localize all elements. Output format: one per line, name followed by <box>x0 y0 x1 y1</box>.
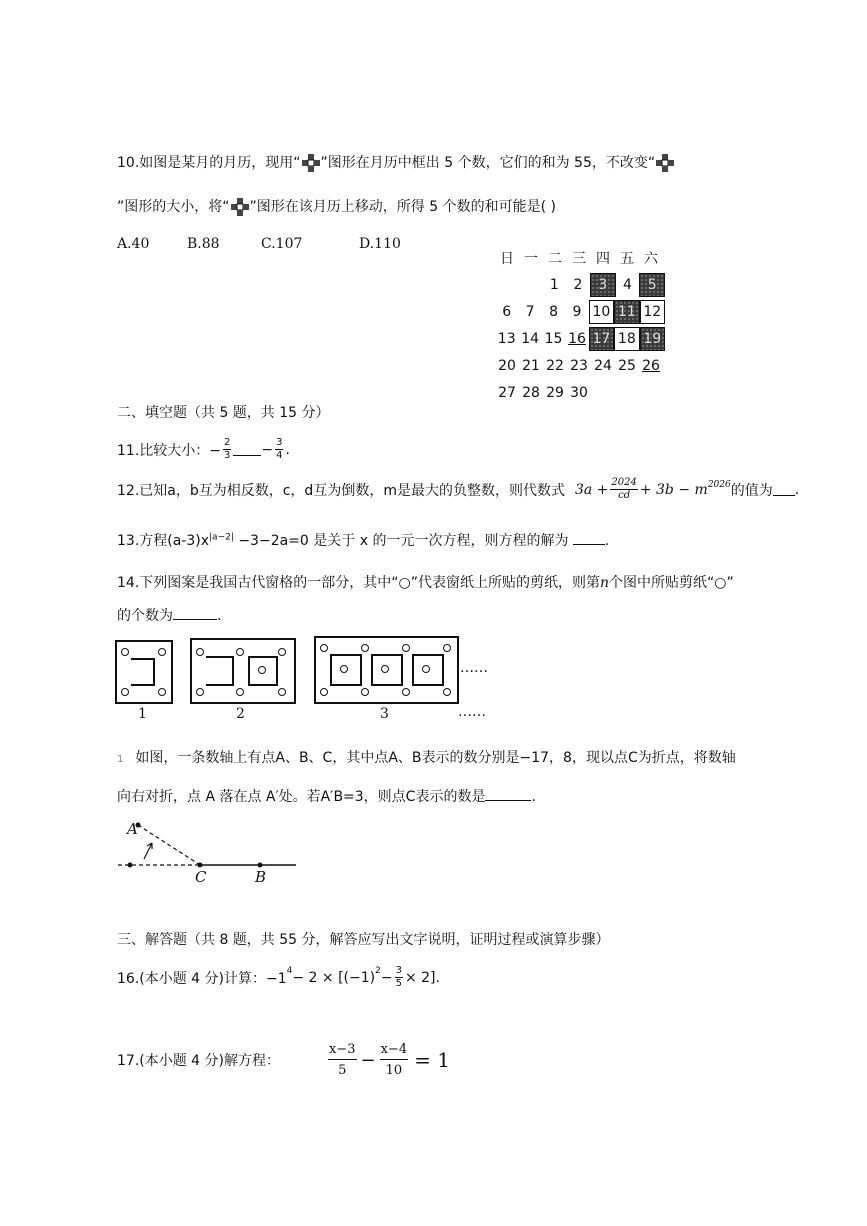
q11-fraction-1 <box>223 438 231 461</box>
q12-end: . <box>794 481 800 498</box>
cross-pattern-icon <box>301 153 321 173</box>
pattern-label-2: 2 <box>236 706 245 722</box>
paper-cut-circle <box>278 688 286 696</box>
q16 <box>117 966 440 989</box>
day-cell: 22 <box>546 357 564 374</box>
day-cell: 21 <box>522 357 540 374</box>
numerator: x−4 <box>380 1043 409 1060</box>
point-marker <box>128 863 133 868</box>
q14-text-2: 的个数为 <box>117 608 173 624</box>
q16-prefix: 16.(本小题 4 分)计算：−1 <box>117 970 287 987</box>
day-cell-shaded: 19 <box>640 327 665 351</box>
paper-cut-circle <box>236 688 244 696</box>
day-cell: 8 <box>549 303 559 320</box>
denominator: cd <box>618 490 631 501</box>
q17 <box>117 1043 450 1077</box>
q14-text-b: 个图中所贴剪纸“○” <box>609 575 734 591</box>
q16-exponent: 4 <box>286 966 293 976</box>
day-cell: 27 <box>498 384 516 401</box>
q11 <box>117 438 290 461</box>
continuation-dots: …… <box>460 660 488 676</box>
numerator: 3 <box>395 965 402 976</box>
day-cell: 9 <box>572 303 582 320</box>
q17-fraction-2 <box>380 1043 409 1077</box>
q12-text: 12.已知a，b互为相反数，c，d互为倒数，m是最大的负整数，则代数式 <box>117 482 565 499</box>
q12-suffix: 的值为 <box>730 482 773 499</box>
day-cell-shaded: 11 <box>614 300 639 324</box>
day-cell: 16 <box>568 330 586 347</box>
q12-expr-b: + 3b − m <box>639 481 708 498</box>
cross-pattern-icon <box>230 197 250 217</box>
q10-text-a: 10.如图是某月的月历，现用“ <box>117 155 301 171</box>
q13-text-2: −3−2a=0 是关于 x 的一元一次方程，则方程的解为 <box>233 533 569 549</box>
paper-cut-circle <box>402 644 410 652</box>
pattern-label-1: 1 <box>138 706 147 722</box>
cross-pattern-icon <box>655 153 675 173</box>
day-cell: 7 <box>525 303 535 320</box>
day-cell-shaded: 5 <box>639 273 665 297</box>
q11-prefix: 11.比较大小：− <box>117 442 221 459</box>
day-cell: 24 <box>594 357 612 374</box>
q15-text: 如图，一条数轴上有点A、B、C，其中点A、B表示的数分别是−17，8，现以点C为折点，将数轴 <box>135 750 736 766</box>
denominator: 5 <box>338 1063 347 1078</box>
day-cell: 26 <box>642 357 660 374</box>
weekday: 六 <box>644 250 658 267</box>
day-cell: 23 <box>570 357 588 374</box>
day-cell: 28 <box>522 384 540 401</box>
q16-exponent-2: 2 <box>375 966 381 976</box>
paper-cut-circle <box>381 665 389 673</box>
weekday: 三 <box>572 250 586 267</box>
paper-cut-circle <box>340 665 348 673</box>
option-c: C.107 <box>261 236 303 252</box>
q12-answer-blank[interactable] <box>773 483 795 496</box>
q16-mid: − 2 × [(−1) <box>292 969 376 986</box>
paper-cut-circle <box>196 648 204 656</box>
continuation-dots: …… <box>458 704 486 720</box>
numerator: 3 <box>276 437 283 448</box>
section-2-title: 二、填空题（共 5 题，共 15 分） <box>117 405 330 421</box>
paper-cut-circle <box>196 688 204 696</box>
paper-cut-circle <box>402 688 410 696</box>
label-c: C <box>195 868 207 886</box>
paper-cut-circle <box>158 648 166 656</box>
label-a: A <box>127 820 138 838</box>
weekday: 四 <box>596 250 610 267</box>
q10-line2 <box>117 196 556 217</box>
paper-cut-circle <box>361 644 369 652</box>
calendar-week <box>495 379 665 406</box>
q17-prefix: 17.(本小题 4 分)解方程： <box>117 1053 280 1069</box>
paper-cut-circle <box>258 666 266 674</box>
paper-cut-circle <box>121 688 129 696</box>
q13-end: . <box>604 533 610 549</box>
day-cell-shaded: 17 <box>589 327 614 351</box>
q15-line2 <box>117 786 536 806</box>
paper-cut-circle <box>236 648 244 656</box>
calendar <box>495 244 665 406</box>
q16-fraction <box>395 966 403 989</box>
q12-exponent: 2026 <box>707 480 731 490</box>
denominator: 3 <box>224 450 231 461</box>
day-cell: 20 <box>498 357 516 374</box>
day-cell: 18 <box>614 327 639 351</box>
q16-suffix: × 2]. <box>404 969 440 986</box>
day-cell: 15 <box>544 330 563 347</box>
pattern-label-3: 3 <box>380 706 389 722</box>
point-b-marker <box>258 863 263 868</box>
paper-cut-circle <box>278 648 286 656</box>
weekday: 一 <box>524 250 538 267</box>
calendar-header <box>495 244 665 271</box>
q15-line1 <box>117 747 736 767</box>
day-cell: 6 <box>502 303 512 320</box>
q10-text-d: ”图形在该月历上移动，所得 5 个数的和可能是( ) <box>249 199 556 215</box>
section-3-title: 三、解答题（共 8 题，共 55 分，解答应写出文字说明，证明过程或演算步骤） <box>117 932 610 948</box>
denominator: 5 <box>395 978 402 989</box>
day-cell: 14 <box>521 330 540 347</box>
paper-cut-circle <box>361 688 369 696</box>
q16-mid-2: − <box>380 969 393 986</box>
day-cell: 10 <box>589 300 614 324</box>
weekday: 五 <box>620 250 634 267</box>
day-cell: 12 <box>640 300 665 324</box>
q14-line2 <box>117 605 221 625</box>
q13-answer-blank[interactable] <box>573 532 605 545</box>
denominator: 4 <box>276 450 283 461</box>
point-c-marker <box>198 863 203 868</box>
day-cell: 1 <box>549 276 559 293</box>
q11-suffix: . <box>285 441 290 458</box>
day-cell: 13 <box>497 330 516 347</box>
day-cell: 30 <box>570 384 588 401</box>
fold-line-dashed <box>138 825 200 865</box>
q10-text-c: ”图形的大小，将“ <box>117 199 230 215</box>
label-b: B <box>255 868 267 886</box>
q15-end: . <box>531 789 536 805</box>
day-cell: 2 <box>573 276 583 293</box>
q10-options <box>117 236 401 252</box>
day-cell: 29 <box>546 384 564 401</box>
q15-text-2: 向右对折，点 A 落在点 A′处。若A′B=3，则点C表示的数是 <box>117 789 486 805</box>
q11-mid: − <box>261 441 274 458</box>
paper-cut-circle <box>422 665 430 673</box>
window-pane <box>206 656 234 686</box>
numerator: x−3 <box>328 1043 357 1060</box>
paper-cut-circle <box>320 688 328 696</box>
q14-end: . <box>217 608 222 624</box>
q12-expr-a: 3a + <box>574 481 609 498</box>
q11-answer-blank[interactable] <box>233 443 261 456</box>
q14-answer-blank[interactable] <box>173 607 217 620</box>
day-cell: 4 <box>622 276 632 293</box>
numerator: 2 <box>224 437 231 448</box>
paper-cut-circle <box>320 644 328 652</box>
weekday: 日 <box>500 250 514 267</box>
q14-text: 14.下列图案是我国古代窗格的一部分，其中“○”代表窗纸上所贴的剪纸，则第 <box>117 575 600 591</box>
window-pattern-2 <box>190 638 296 704</box>
number-line-figure <box>112 815 312 890</box>
calendar-week <box>495 271 665 298</box>
q17-fraction-1 <box>328 1043 357 1077</box>
weekday: 二 <box>548 250 562 267</box>
q11-fraction-2 <box>275 438 283 461</box>
q10-text-b: ”图形在月历中框出 5 个数，它们的和为 55，不改变“ <box>320 155 656 171</box>
q17-minus: − <box>360 1049 376 1071</box>
denominator: 10 <box>385 1063 403 1078</box>
q17-rhs: = 1 <box>414 1048 450 1072</box>
calendar-week <box>495 352 665 379</box>
window-pattern-1 <box>115 640 173 704</box>
calendar-week <box>495 325 665 352</box>
q14-line1 <box>117 572 734 592</box>
q12 <box>117 478 799 501</box>
q12-fraction <box>610 478 637 501</box>
numerator: 2024 <box>611 477 637 488</box>
paper-cut-circle <box>158 688 166 696</box>
window-pattern-3 <box>314 636 459 704</box>
paper-cut-circle <box>443 644 451 652</box>
option-d: D.110 <box>359 236 401 252</box>
q14-n: n <box>600 575 610 591</box>
q13-exponent: |a−2| <box>209 532 234 543</box>
q15-answer-blank[interactable] <box>485 788 531 801</box>
q13-text: 13.方程(a-3)x <box>117 533 210 549</box>
paper-cut-circle <box>443 688 451 696</box>
q13 <box>117 530 609 550</box>
option-a: A.40 <box>117 236 150 252</box>
day-cell: 25 <box>618 357 636 374</box>
q10-line1 <box>117 152 675 173</box>
day-cell-shaded: 3 <box>590 273 616 297</box>
q15-number: 1 <box>117 754 124 765</box>
calendar-week <box>495 298 665 325</box>
window-pane <box>131 658 155 686</box>
paper-cut-circle <box>121 648 129 656</box>
option-b: B.88 <box>187 236 220 252</box>
